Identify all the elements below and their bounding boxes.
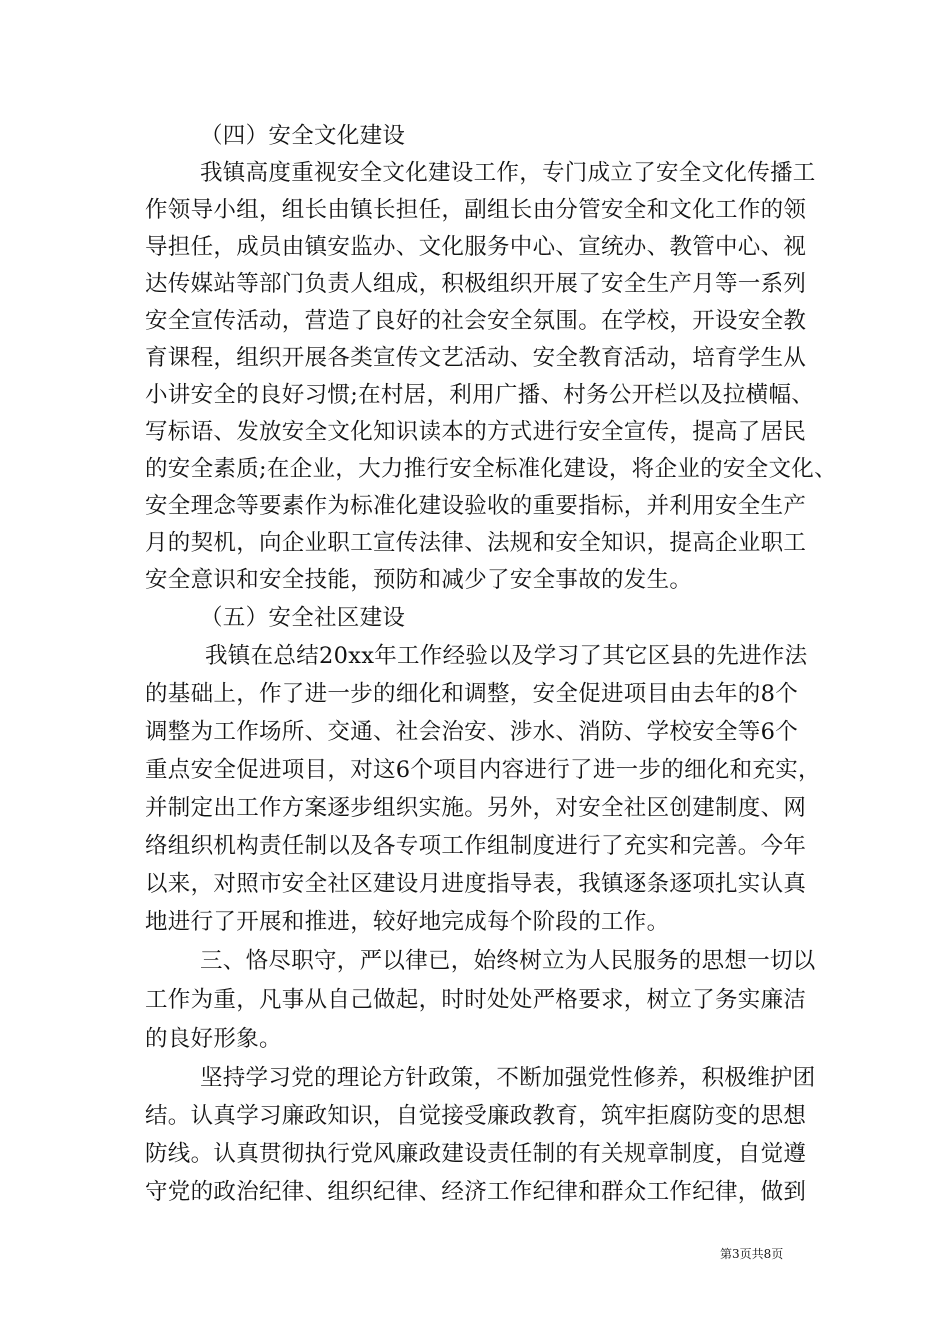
section-4-line: 写标语、发放安全文化知识读本的方式进行安全宣传，提高了居民 [145, 419, 807, 445]
section-4-line: 的安全素质;在企业，大力推行安全标准化建设，将企业的安全文化、 [145, 456, 837, 482]
section-4-line: 导担任，成员由镇安监办、文化服务中心、宣统办、教管中心、视 [145, 234, 807, 260]
party-paragraph-line: 防线。认真贯彻执行党风廉政建设责任制的有关规章制度，自觉遵 [145, 1141, 807, 1167]
section-5-line: 并制定出工作方案逐步组织实施。另外，对安全社区创建制度、网 [145, 795, 807, 821]
section-5-line: 以来，对照市安全社区建设月进度指导表，我镇逐条逐项扎实认真 [145, 871, 807, 897]
section-4-line: 我镇高度重视安全文化建设工作，专门成立了安全文化传播工 [200, 160, 816, 186]
section-5-line: 调整为工作场所、交通、社会治安、涉水、消防、学校安全等6个 [145, 719, 799, 745]
section-4-line: 月的契机，向企业职工宣传法律、法规和安全知识，提高企业职工 [145, 530, 807, 556]
section-5-line: 的基础上，作了进一步的细化和调整，安全促进项目由去年的8个 [145, 681, 799, 707]
section-three-line: 三、恪尽职守，严以律已，始终树立为人民服务的思想一切以 [200, 948, 816, 974]
section-5-line: 地进行了开展和推进，较好地完成每个阶段的工作。 [145, 909, 670, 935]
section-5-line: 重点安全促进项目，对这6个项目内容进行了进一步的细化和充实， [145, 757, 821, 783]
section-4-line: 安全意识和安全技能，预防和减少了安全事故的发生。 [145, 567, 693, 593]
section-three-line: 工作为重，凡事从自己做起，时时处处严格要求，树立了务实廉洁 [145, 987, 807, 1013]
section-4-heading: （四）安全文化建设 [200, 123, 406, 149]
section-4-line: 达传媒站等部门负责人组成，积极组织开展了安全生产月等一系列 [145, 271, 807, 297]
section-4-line: 小讲安全的良好习惯;在村居，利用广播、村务公开栏以及拉横幅、 [145, 382, 815, 408]
section-three-line: 的良好形象。 [145, 1026, 282, 1052]
section-4-line: 安全宣传活动，营造了良好的社会安全氛围。在学校，开设安全教 [145, 308, 807, 334]
section-5-line: 络组织机构责任制以及各专项工作组制度进行了充实和完善。今年 [145, 833, 807, 859]
party-paragraph-line: 坚持学习党的理论方针政策，不断加强党性修养，积极维护团 [200, 1065, 816, 1091]
section-5-heading: （五）安全社区建设 [200, 605, 406, 631]
party-paragraph-line: 守党的政治纪律、组织纪律、经济工作纪律和群众工作纪律，做到 [145, 1179, 807, 1205]
party-paragraph-line: 结。认真学习廉政知识，自觉接受廉政教育，筑牢拒腐防变的思想 [145, 1103, 807, 1129]
section-4-line: 安全理念等要素作为标准化建设验收的重要指标，并利用安全生产 [145, 493, 807, 519]
page-number-footer: 第3页共8页 [720, 1247, 784, 1261]
section-4-line: 作领导小组，组长由镇长担任，副组长由分管安全和文化工作的领 [145, 197, 807, 223]
section-5-line: 我镇在总结20xx年工作经验以及学习了其它区县的先进作法 [205, 643, 808, 669]
section-4-line: 育课程，组织开展各类宣传文艺活动、安全教育活动，培育学生从 [145, 345, 807, 371]
